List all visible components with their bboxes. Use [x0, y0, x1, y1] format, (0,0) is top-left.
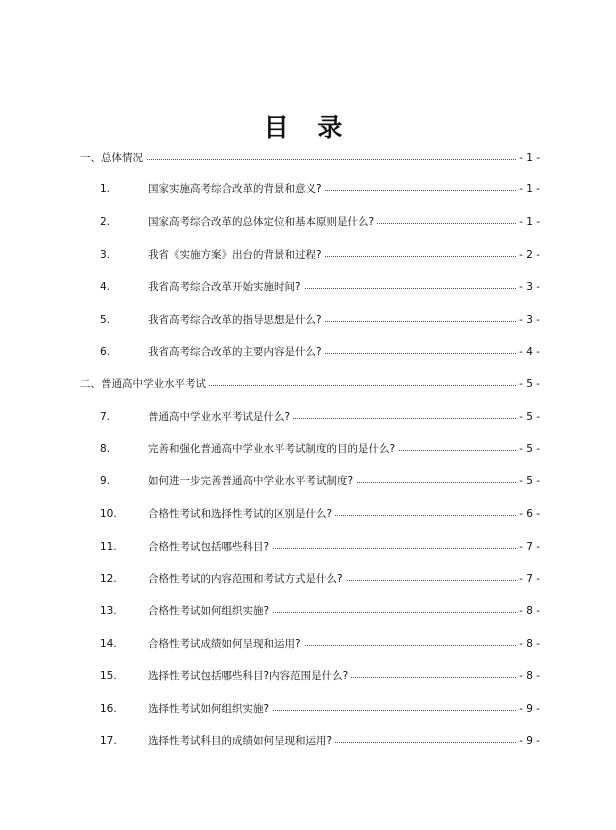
toc-item-number: 6. [100, 346, 111, 358]
toc-page-number: - 8 - [519, 670, 540, 682]
toc-item-number: 7. [100, 411, 111, 423]
toc-item-number: 4. [100, 281, 111, 293]
toc-page-number: - 4 - [519, 346, 540, 358]
toc-item-entry[interactable] [0, 181, 616, 197]
toc-entry-text: 我省高考综合改革开始实施时间? [148, 279, 304, 295]
dot-leader [80, 159, 528, 160]
toc-item-entry[interactable] [0, 668, 616, 684]
toc-page-number: - 1 - [519, 183, 540, 195]
toc-page-number: - 5 - [519, 411, 540, 423]
toc-item-entry[interactable] [0, 506, 616, 522]
toc-entry-text: 完善和强化普通高中学业水平考试制度的目的是什么? [148, 441, 398, 457]
toc-page-number: - 5 - [519, 443, 540, 455]
toc-page-number: - 5 - [519, 475, 540, 487]
toc-item-number: 13. [100, 605, 117, 617]
toc-entry-text: 国家高考综合改革的总体定位和基本原则是什么? [148, 214, 377, 230]
toc-entry-text: 选择性考试如何组织实施? [148, 701, 272, 717]
toc-item-number: 14. [100, 638, 117, 650]
toc-item-entry[interactable] [0, 247, 616, 263]
toc-item-entry[interactable] [0, 441, 616, 457]
toc-item-number: 11. [100, 541, 117, 553]
toc-item-entry[interactable] [0, 214, 616, 230]
toc-item-number: 1. [100, 183, 111, 195]
toc-page-number: - 9 - [519, 735, 540, 747]
toc-item-entry[interactable] [0, 279, 616, 295]
toc-item-entry[interactable] [0, 733, 616, 749]
toc-title: 目 录 [263, 113, 353, 142]
toc-item-entry[interactable] [0, 409, 616, 425]
toc-item-number: 16. [100, 703, 117, 715]
toc-item-entry[interactable] [0, 539, 616, 555]
toc-item-number: 9. [100, 475, 111, 487]
toc-entry-text: 合格性考试如何组织实施? [148, 603, 272, 619]
toc-item-number: 15. [100, 670, 117, 682]
toc-page-number: - 5 - [519, 378, 540, 390]
toc-item-number: 3. [100, 249, 111, 261]
toc-item-number: 10. [100, 508, 117, 520]
toc-section-entry[interactable] [0, 376, 616, 392]
toc-item-entry[interactable] [0, 344, 616, 360]
toc-item-entry[interactable] [0, 701, 616, 717]
toc-entry-text: 我省《实施方案》出台的背景和过程? [148, 247, 325, 263]
toc-item-entry[interactable] [0, 636, 616, 652]
toc-item-number: 5. [100, 314, 111, 326]
toc-entry-text: 一、总体情况 [80, 150, 146, 166]
toc-page-number: - 9 - [519, 703, 540, 715]
toc-entry-text: 合格性考试的内容范围和考试方式是什么? [148, 571, 346, 587]
toc-page-number: - 1 - [519, 216, 540, 228]
toc-page-number: - 2 - [519, 249, 540, 261]
toc-entry-text: 国家实施高考综合改革的背景和意义? [148, 181, 325, 197]
toc-entry-text: 合格性考试和选择性考试的区别是什么? [148, 506, 335, 522]
toc-section-entry[interactable] [0, 150, 616, 166]
toc-item-number: 2. [100, 216, 111, 228]
toc-entry-text: 二、普通高中学业水平考试 [80, 376, 209, 392]
toc-item-entry[interactable] [0, 312, 616, 328]
toc-item-number: 8. [100, 443, 111, 455]
toc-entry-text: 选择性考试包括哪些科目?内容范围是什么? [148, 668, 351, 684]
toc-page-number: - 3 - [519, 314, 540, 326]
toc-entry-text: 如何进一步完善普通高中学业水平考试制度? [148, 473, 356, 489]
toc-entry-text: 选择性考试科目的成绩如何呈现和运用? [148, 733, 335, 749]
toc-page-number: - 8 - [519, 605, 540, 617]
toc-item-entry[interactable] [0, 603, 616, 619]
toc-entry-text: 普通高中学业水平考试是什么? [148, 409, 293, 425]
toc-item-number: 12. [100, 573, 117, 585]
toc-item-number: 17. [100, 735, 117, 747]
toc-entry-text: 我省高考综合改革的指导思想是什么? [148, 312, 325, 328]
toc-page-number: - 3 - [519, 281, 540, 293]
toc-page-number: - 1 - [519, 152, 540, 164]
toc-entry-text: 合格性考试包括哪些科目? [148, 539, 272, 555]
toc-page-number: - 7 - [519, 573, 540, 585]
toc-entry-text: 我省高考综合改革的主要内容是什么? [148, 344, 325, 360]
toc-page-number: - 6 - [519, 508, 540, 520]
toc-page-number: - 7 - [519, 541, 540, 553]
toc-entry-text: 合格性考试成绩如何呈现和运用? [148, 636, 304, 652]
toc-item-entry[interactable] [0, 473, 616, 489]
toc-page-number: - 8 - [519, 638, 540, 650]
toc-item-entry[interactable] [0, 571, 616, 587]
